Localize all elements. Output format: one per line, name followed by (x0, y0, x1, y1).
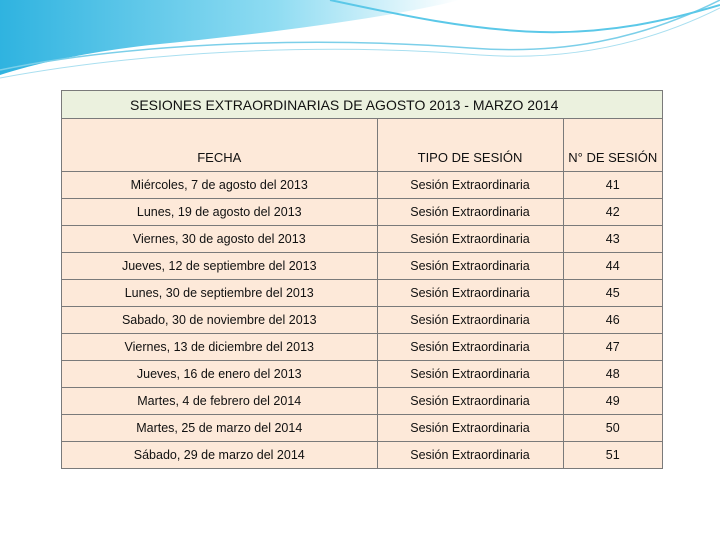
table-row (62, 441, 662, 468)
cell-numero: 44 (563, 252, 662, 279)
cell-fecha: Viernes, 30 de agosto del 2013 (62, 225, 377, 252)
table-title: SESIONES EXTRAORDINARIAS DE AGOSTO 2013 - MARZO 2014 (62, 91, 662, 119)
column-header-numero: N° DE SESIÓN (563, 119, 662, 171)
cell-tipo: Sesión Extraordinaria (377, 225, 563, 252)
cell-tipo: Sesión Extraordinaria (377, 252, 563, 279)
cell-numero: 43 (563, 225, 662, 252)
cell-tipo: Sesión Extraordinaria (377, 414, 563, 441)
cell-numero: 48 (563, 360, 662, 387)
sessions-table (62, 119, 662, 468)
table-row (62, 387, 662, 414)
cell-fecha: Martes, 25 de marzo del 2014 (62, 414, 377, 441)
cell-tipo: Sesión Extraordinaria (377, 198, 563, 225)
column-header-tipo: TIPO DE SESIÓN (377, 119, 563, 171)
cell-numero: 47 (563, 333, 662, 360)
table-row (62, 279, 662, 306)
cell-fecha: Sábado, 29 de marzo del 2014 (62, 441, 377, 468)
table-row (62, 414, 662, 441)
cell-numero: 50 (563, 414, 662, 441)
cell-numero: 49 (563, 387, 662, 414)
cell-tipo: Sesión Extraordinaria (377, 306, 563, 333)
cell-fecha: Miércoles, 7 de agosto del 2013 (62, 171, 377, 198)
cell-fecha: Lunes, 30 de septiembre del 2013 (62, 279, 377, 306)
cell-tipo: Sesión Extraordinaria (377, 171, 563, 198)
table-row (62, 225, 662, 252)
cell-numero: 51 (563, 441, 662, 468)
cell-tipo: Sesión Extraordinaria (377, 279, 563, 306)
cell-fecha: Jueves, 16 de enero del 2013 (62, 360, 377, 387)
cell-tipo: Sesión Extraordinaria (377, 333, 563, 360)
table-row (62, 198, 662, 225)
column-header-fecha: FECHA (62, 119, 377, 171)
table-header-row (62, 119, 662, 171)
table-row (62, 333, 662, 360)
table-row (62, 171, 662, 198)
table-row (62, 306, 662, 333)
cell-numero: 42 (563, 198, 662, 225)
cell-fecha: Jueves, 12 de septiembre del 2013 (62, 252, 377, 279)
cell-fecha: Viernes, 13 de diciembre del 2013 (62, 333, 377, 360)
cell-numero: 46 (563, 306, 662, 333)
table-row (62, 360, 662, 387)
cell-fecha: Sabado, 30 de noviembre del 2013 (62, 306, 377, 333)
cell-numero: 45 (563, 279, 662, 306)
cell-fecha: Martes, 4 de febrero del 2014 (62, 387, 377, 414)
cell-tipo: Sesión Extraordinaria (377, 441, 563, 468)
cell-tipo: Sesión Extraordinaria (377, 360, 563, 387)
decorative-wave-banner (0, 0, 720, 90)
sessions-table-sheet (61, 90, 663, 469)
table-row (62, 252, 662, 279)
cell-fecha: Lunes, 19 de agosto del 2013 (62, 198, 377, 225)
cell-tipo: Sesión Extraordinaria (377, 387, 563, 414)
cell-numero: 41 (563, 171, 662, 198)
